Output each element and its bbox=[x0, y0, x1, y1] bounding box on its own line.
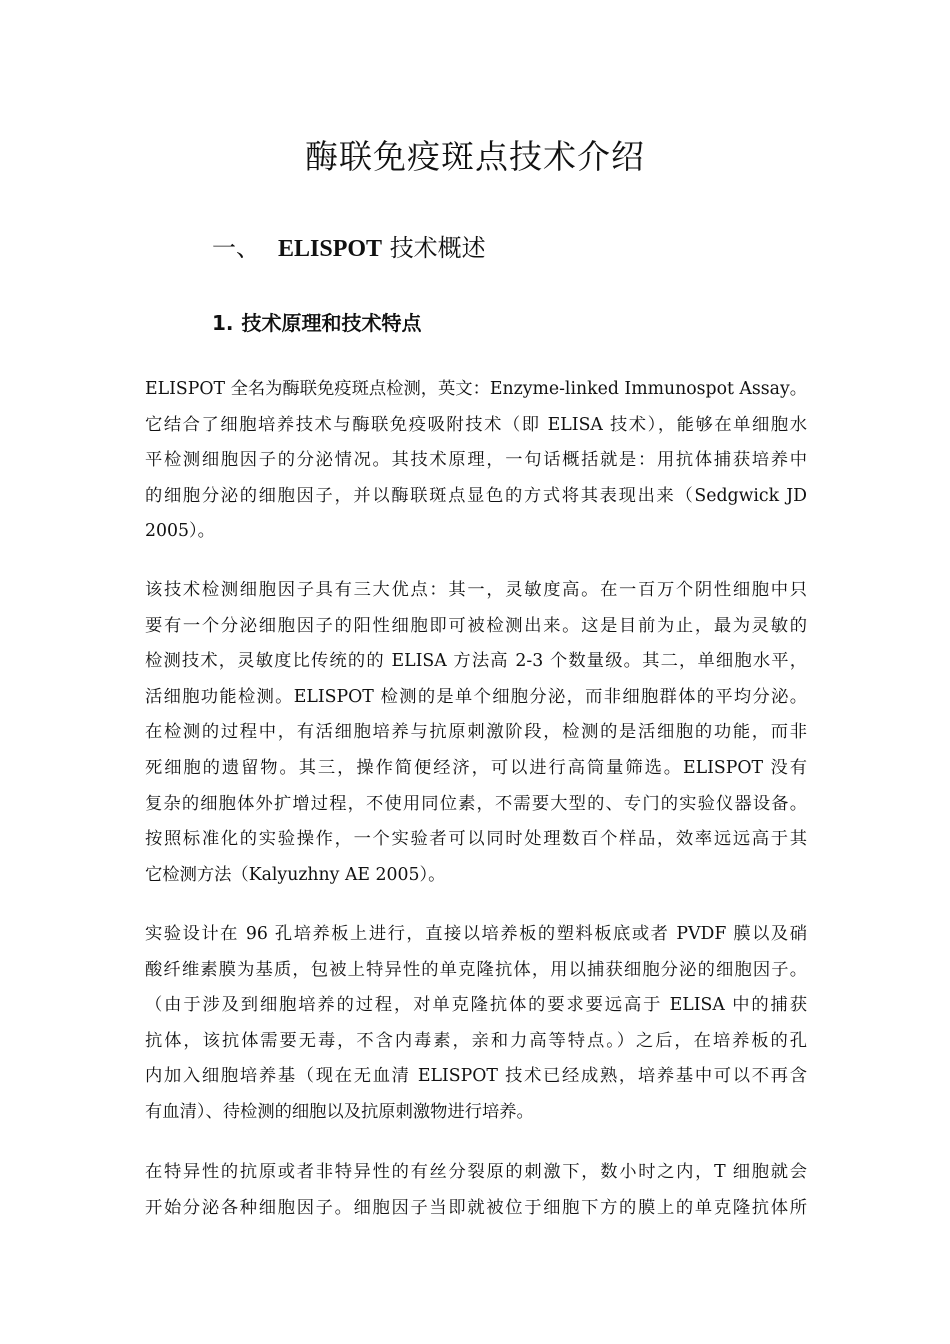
paragraph-line: （由于涉及到细胞培养的过程，对单克隆抗体的要求要远高于 ELISA 中的捕获 bbox=[145, 995, 807, 1016]
paragraph-line: 按照标准化的实验操作，一个实验者可以同时处理数百个样品，效率远远高于其 bbox=[145, 829, 807, 850]
document-title: 酶联免疫斑点技术介绍 bbox=[305, 137, 645, 176]
section-title-en: ELISPOT bbox=[278, 236, 383, 262]
paragraph-line: 死细胞的遗留物。其三，操作简便经济，可以进行高筒量筛选。ELISPOT 没有 bbox=[145, 757, 807, 778]
paragraph-line: 2005）。 bbox=[145, 521, 215, 542]
paragraph-line: 的细胞分泌的细胞因子，并以酶联斑点显色的方式将其表现出来（Sedgwick JD bbox=[145, 485, 807, 506]
paragraph-line: 平检测细胞因子的分泌情况。其技术原理，一句话概括就是：用抗体捕获培养中 bbox=[145, 450, 807, 471]
subsection-title: 技术原理和技术特点 bbox=[241, 311, 422, 335]
paragraph-line: 有血清）、待检测的细胞以及抗原刺激物进行培养。 bbox=[145, 1101, 534, 1122]
paragraph-line: 在检测的过程中，有活细胞培养与抗原刺激阶段，检测的是活细胞的功能，而非 bbox=[145, 722, 807, 743]
paragraph-1 bbox=[145, 372, 807, 550]
subsection-number: 1. bbox=[212, 311, 234, 335]
paragraph-2 bbox=[145, 573, 807, 893]
paragraph-line: 复杂的细胞体外扩增过程，不使用同位素，不需要大型的、专门的实验仪器设备。 bbox=[145, 793, 807, 814]
paragraph-line: 它结合了细胞培养技术与酶联免疫吸附技术（即 ELISA 技术），能够在单细胞水 bbox=[145, 414, 807, 435]
paragraph-line: 酸纤维素膜为基质，包被上特异性的单克隆抗体，用以捕获细胞分泌的细胞因子。 bbox=[145, 959, 807, 980]
section-title-zh: 技术概述 bbox=[389, 234, 486, 262]
paragraph-4 bbox=[145, 1155, 807, 1226]
paragraph-line: 要有一个分泌细胞因子的阳性细胞即可被检测出来。这是目前为止，最为灵敏的 bbox=[145, 615, 807, 636]
section-heading bbox=[212, 228, 486, 269]
paragraph-line: 在特异性的抗原或者非特异性的有丝分裂原的刺激下，数小时之内，T 细胞就会 bbox=[145, 1162, 807, 1182]
paragraph-3 bbox=[145, 917, 807, 1131]
paragraph-line: 开始分泌各种细胞因子。细胞因子当即就被位于细胞下方的膜上的单克隆抗体所 bbox=[145, 1197, 807, 1218]
paragraph-line: 该技术检测细胞因子具有三大优点：其一，灵敏度高。在一百万个阴性细胞中只 bbox=[145, 580, 807, 600]
subsection-heading bbox=[212, 306, 422, 340]
paragraph-line: 实验设计在 96 孔培养板上进行，直接以培养板的塑料板底或者 PVDF 膜以及硝 bbox=[145, 924, 807, 944]
paragraph-line: 活细胞功能检测。ELISPOT 检测的是单个细胞分泌，而非细胞群体的平均分泌。 bbox=[145, 686, 807, 707]
section-number: 一、 bbox=[212, 234, 260, 262]
paragraph-line: ELISPOT 全名为酶联免疫斑点检测，英文：Enzyme-linked Immunospot Assay。 bbox=[145, 379, 807, 399]
paragraph-line: 检测技术，灵敏度比传统的的 ELISA 方法高 2-3 个数量级。其二，单细胞水平， bbox=[145, 651, 807, 672]
paragraph-line: 内加入细胞培养基（现在无血清 ELISPOT 技术已经成熟，培养基中可以不再含 bbox=[145, 1066, 807, 1087]
paragraph-line: 抗体，该抗体需要无毒，不含内毒素，亲和力高等特点。）之后，在培养板的孔 bbox=[145, 1030, 807, 1051]
paragraph-line: 它检测方法（Kalyuzhny AE 2005）。 bbox=[145, 864, 446, 885]
